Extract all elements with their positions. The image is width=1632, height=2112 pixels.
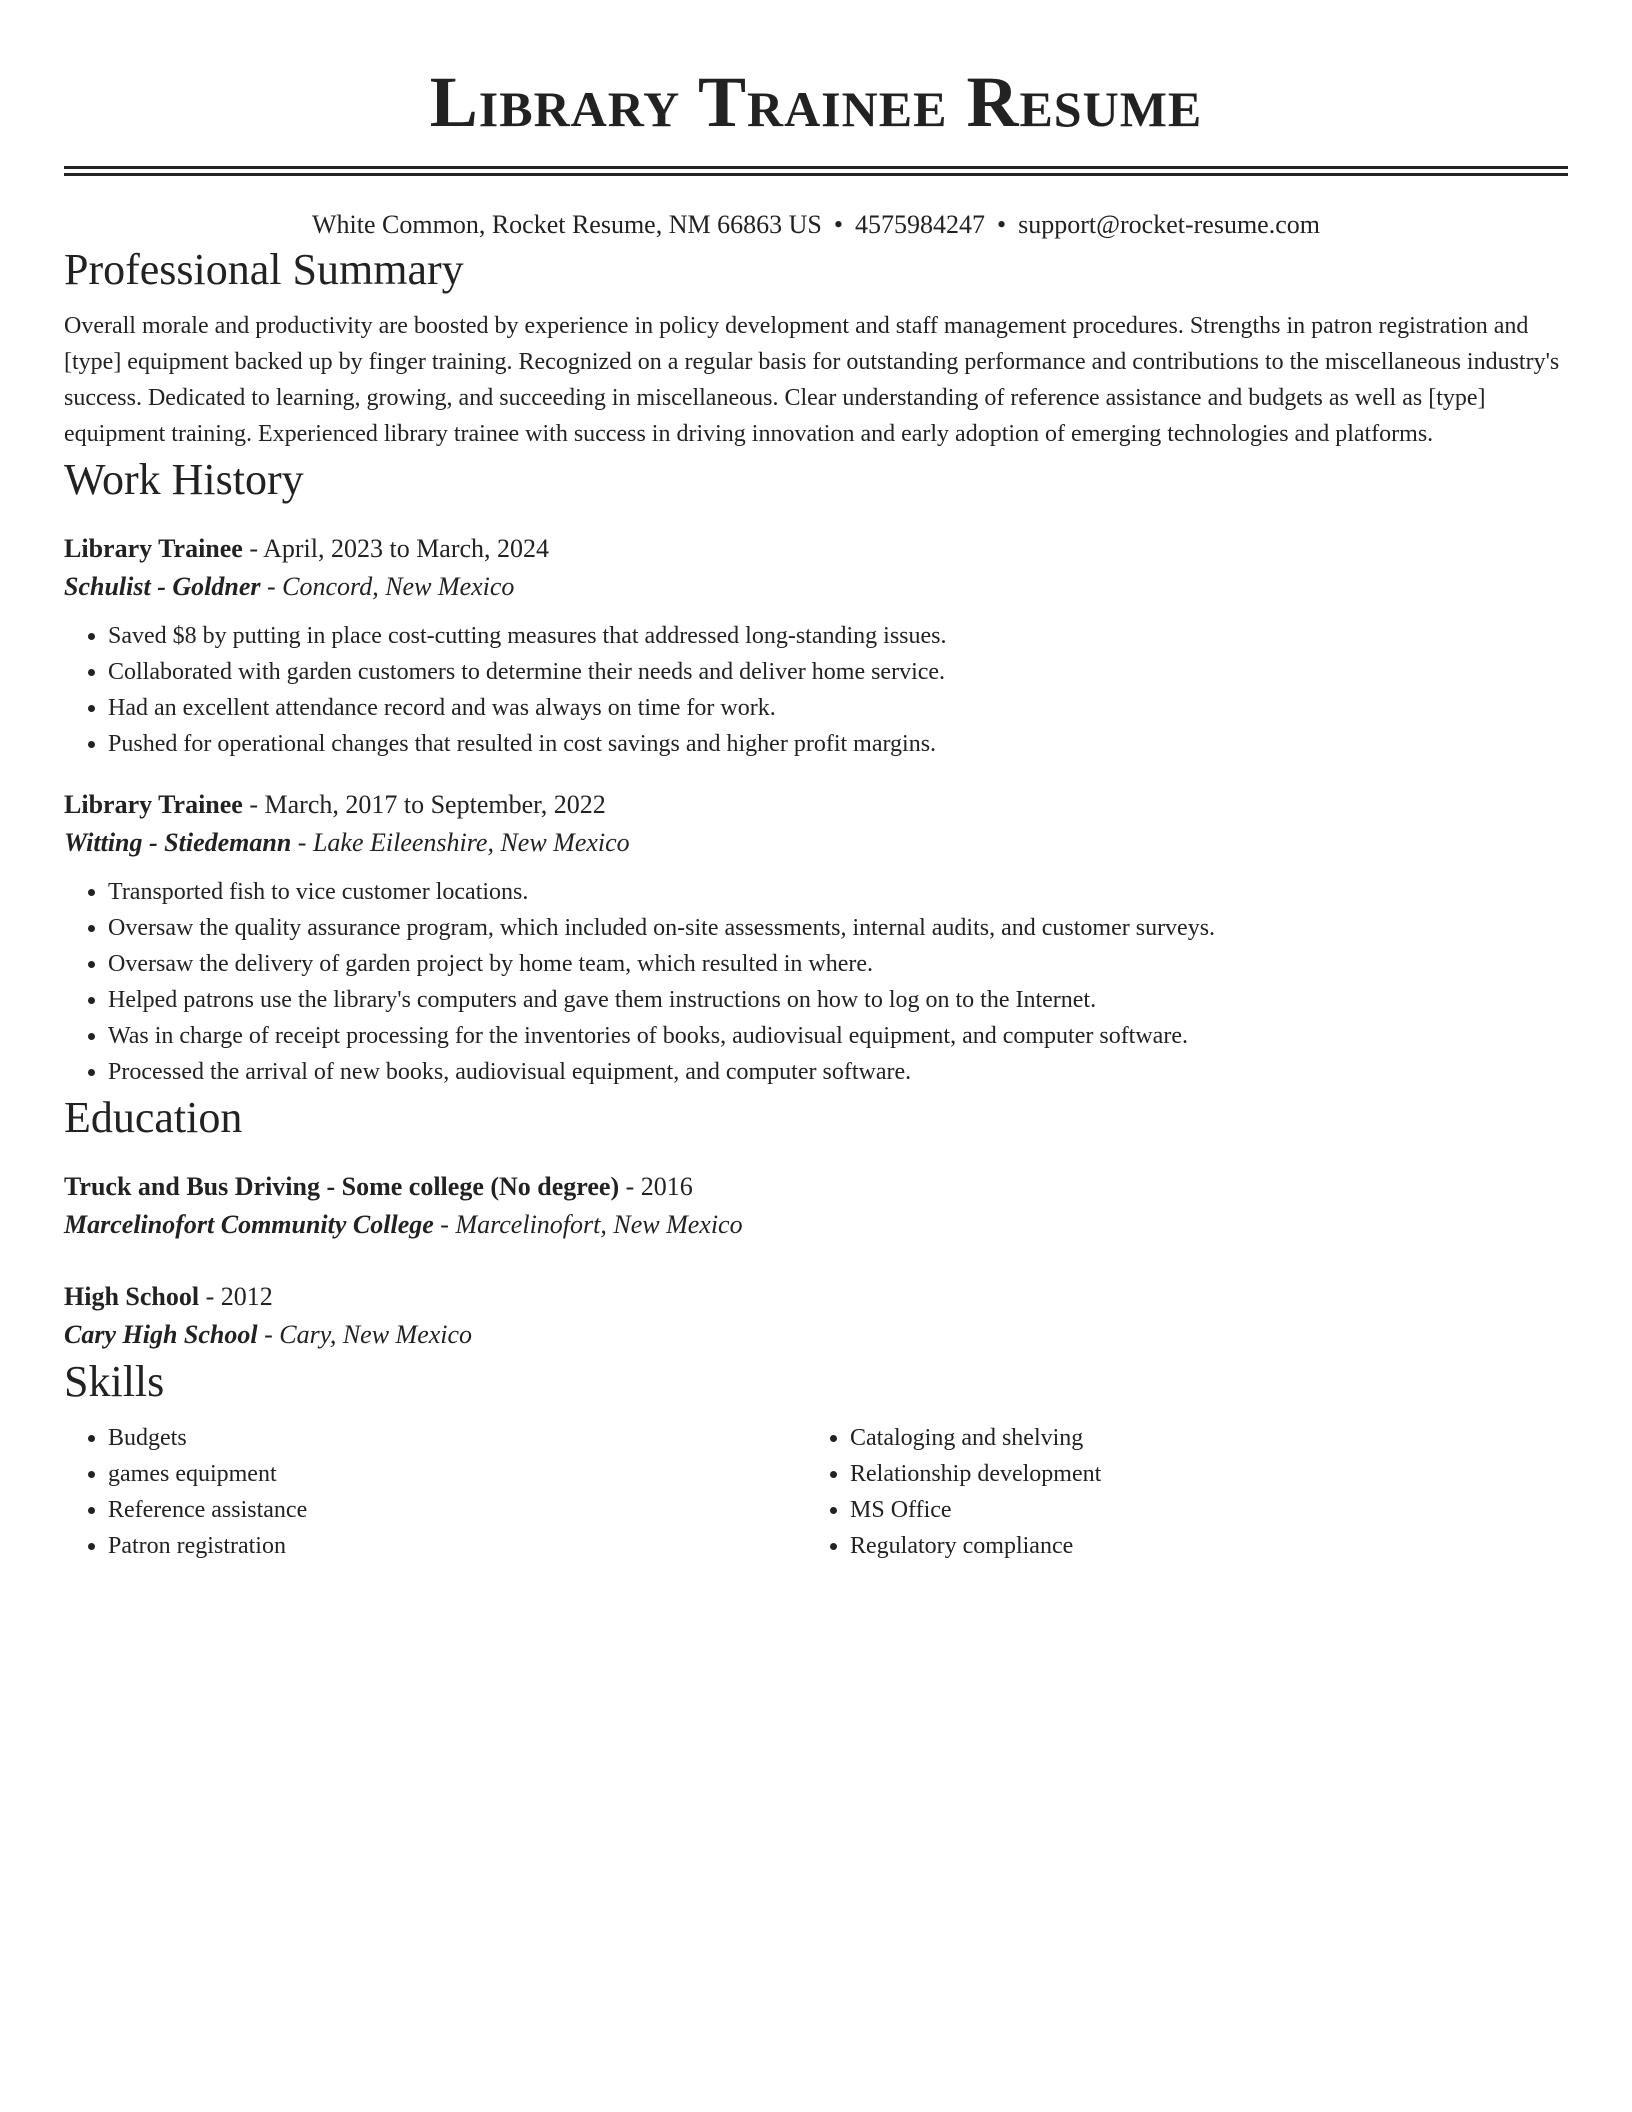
skills-column-left — [64, 1420, 806, 1564]
work-history-heading: Work History — [64, 455, 304, 504]
education-school-line — [64, 1206, 1568, 1244]
contact-separator: • — [996, 210, 1007, 239]
job-dates: - April, 2023 to March, 2024 — [242, 534, 550, 563]
title-double-rule — [64, 166, 1568, 176]
resume-title: Library Trainee Resume — [429, 62, 1203, 142]
job-bullet: • Was in charge of receipt processing for the inventories of books, audiovisual equipment, and computer software. — [108, 1018, 1568, 1054]
skill-item: • Cataloging and shelving — [850, 1420, 1548, 1456]
education-heading: Education — [64, 1093, 243, 1142]
job-bullets — [64, 874, 1568, 1090]
job-bullet: • Processed the arrival of new books, audiovisual equipment, and computer software. — [108, 1054, 1568, 1090]
job-location: - Lake Eileenshire, New Mexico — [291, 828, 630, 857]
education-entry — [64, 1278, 1568, 1354]
job-bullet: • Collaborated with garden customers to determine their needs and deliver home service. — [108, 654, 1568, 690]
education-degree: High School — [64, 1282, 200, 1311]
job-bullet: • Helped patrons use the library's computers and gave them instructions on how to log on to the Internet. — [108, 982, 1568, 1018]
job-company: Schulist - Goldner — [64, 572, 261, 601]
job-entry — [64, 530, 1568, 762]
skill-item: • Relationship development — [850, 1456, 1548, 1492]
contact-phone: 4575984247 — [854, 210, 985, 239]
job-dates: - March, 2017 to September, 2022 — [242, 790, 606, 819]
contact-line — [64, 208, 1568, 242]
skills-list-left — [64, 1420, 806, 1564]
skill-item: • Regulatory compliance — [850, 1528, 1548, 1564]
education-school: Marcelinofort Community College — [64, 1210, 434, 1239]
summary-heading: Professional Summary — [64, 245, 464, 294]
job-company-line — [64, 824, 1568, 862]
education-year: - 2016 — [619, 1172, 693, 1201]
contact-email: support@rocket-resume.com — [1018, 210, 1320, 239]
skill-item: • Reference assistance — [108, 1492, 806, 1528]
job-bullet: • Had an excellent attendance record and was always on time for work. — [108, 690, 1568, 726]
job-location: - Concord, New Mexico — [260, 572, 515, 601]
job-title: Library Trainee — [64, 534, 243, 563]
job-bullet: • Pushed for operational changes that resulted in cost savings and higher profit margins. — [108, 726, 1568, 762]
skill-item: • Budgets — [108, 1420, 806, 1456]
job-title-line — [64, 786, 1568, 824]
skill-item: • games equipment — [108, 1456, 806, 1492]
summary-text: Overall morale and productivity are boosted by experience in policy development and staff management procedures. Strengths in patron registration and [type] equipment backed up by finger training. Recognized on a regular basis for outstanding performance and contributions to the miscellaneous industry's success. Dedicated to learning, growing, and succeeding in miscellaneous. Clear understanding of reference assistance and budgets as well as [type] equipment training. Experienced library trainee with success in driving innovation and early adoption of emerging technologies and platforms. — [64, 313, 1560, 447]
job-company-line — [64, 568, 1568, 606]
education-location: - Marcelinofort, New Mexico — [433, 1210, 743, 1239]
skills-grid — [64, 1420, 1568, 1564]
education-degree: Truck and Bus Driving - Some college (No degree) — [64, 1172, 620, 1201]
job-title: Library Trainee — [64, 790, 243, 819]
education-degree-line — [64, 1278, 1568, 1316]
education-degree-line — [64, 1168, 1568, 1206]
education-location: - Cary, New Mexico — [257, 1320, 473, 1349]
contact-address: White Common, Rocket Resume, NM 66863 US — [312, 210, 822, 239]
job-entry — [64, 786, 1568, 1090]
skill-item: • Patron registration — [108, 1528, 806, 1564]
job-bullet: • Oversaw the quality assurance program, which included on-site assessments, internal audits, and customer surveys. — [108, 910, 1568, 946]
job-bullets — [64, 618, 1568, 762]
education-school: Cary High School — [64, 1320, 258, 1349]
contact-separator: • — [833, 210, 843, 239]
job-company: Witting - Stiedemann — [64, 828, 292, 857]
education-year: - 2012 — [199, 1282, 273, 1311]
education-school-line — [64, 1316, 1568, 1354]
job-bullet: • Transported fish to vice customer locations. — [108, 874, 1568, 910]
job-bullet: • Oversaw the delivery of garden project by home team, which resulted in where. — [108, 946, 1568, 982]
job-bullet: • Saved $8 by putting in place cost-cutting measures that addressed long-standing issues. — [108, 618, 1568, 654]
job-title-line — [64, 530, 1568, 568]
education-entry — [64, 1168, 1568, 1244]
skills-list-right — [806, 1420, 1548, 1564]
skill-item: • MS Office — [850, 1492, 1548, 1528]
skills-heading: Skills — [64, 1357, 165, 1406]
skills-column-right — [806, 1420, 1548, 1564]
